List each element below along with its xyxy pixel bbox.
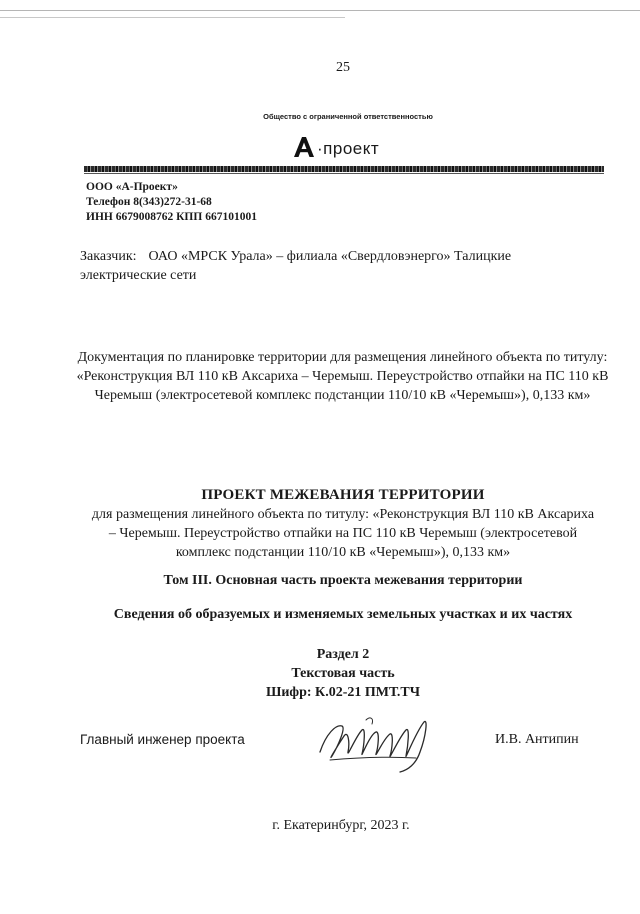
section-block [0,645,640,702]
company-logo [292,134,412,158]
header-banner-rule [84,173,604,174]
document-description: Документация по планировке территории для размещения линейного объекта по титулу: «Реконструкция ВЛ 110 кВ Аксариха – Черемыш. Переустройство отпайки на ПС 110 кВ Черемыш (электросетевой комплекс подстанции 110/10 кВ «Черемыш»), 0,133 км» [76,350,609,403]
customer-line [80,247,600,285]
project-subtitle: для размещения линейного объекта по титулу: «Реконструкция ВЛ 110 кВ Аксариха – Черемыш. Переустройство отпайки на ПС 110 кВ Черемыш (электросетевой комплекс подстанции 110/10 кВ «Черемыш»), 0,133 км» [91,507,595,560]
info-title: Сведения об образуемых и изменяемых земельных участках и их частях [113,607,573,622]
header-banner-bar [84,166,604,172]
company-block [86,180,257,225]
section-name: Текстовая часть [291,666,395,681]
signer-title: Главный инженер проекта [80,732,245,747]
customer-label: Заказчик: [80,249,137,264]
signer-name: И.В. Антипин [495,732,579,747]
section-code: Шифр: К.02-21 ПМТ.ТЧ [265,685,421,700]
org-caption: Общество с ограниченной ответственностью [263,112,433,121]
scan-edge-line [0,10,640,11]
company-phone: Телефон 8(343)272-31-68 [86,196,212,208]
company-name: ООО «А-Проект» [86,181,178,193]
volume-title: Том III. Основная часть проекта межевания территории [163,573,523,588]
logo-a-icon [292,134,316,158]
customer-value: ОАО «МРСК Урала» – филиала «Свердловэнерго» Талицкие электрические сети [80,249,512,283]
city-year: г. Екатеринбург, 2023 г. [272,818,410,833]
project-title: ПРОЕКТ МЕЖЕВАНИЯ ТЕРРИТОРИИ [201,487,485,503]
company-tax-ids: ИНН 6679008762 КПП 667101001 [86,211,257,223]
section-number: Раздел 2 [316,647,370,662]
handwritten-signature [312,712,442,774]
logo-text: ·проект [317,139,380,158]
scan-edge-line [0,17,345,18]
page-number: 25 [336,60,350,75]
